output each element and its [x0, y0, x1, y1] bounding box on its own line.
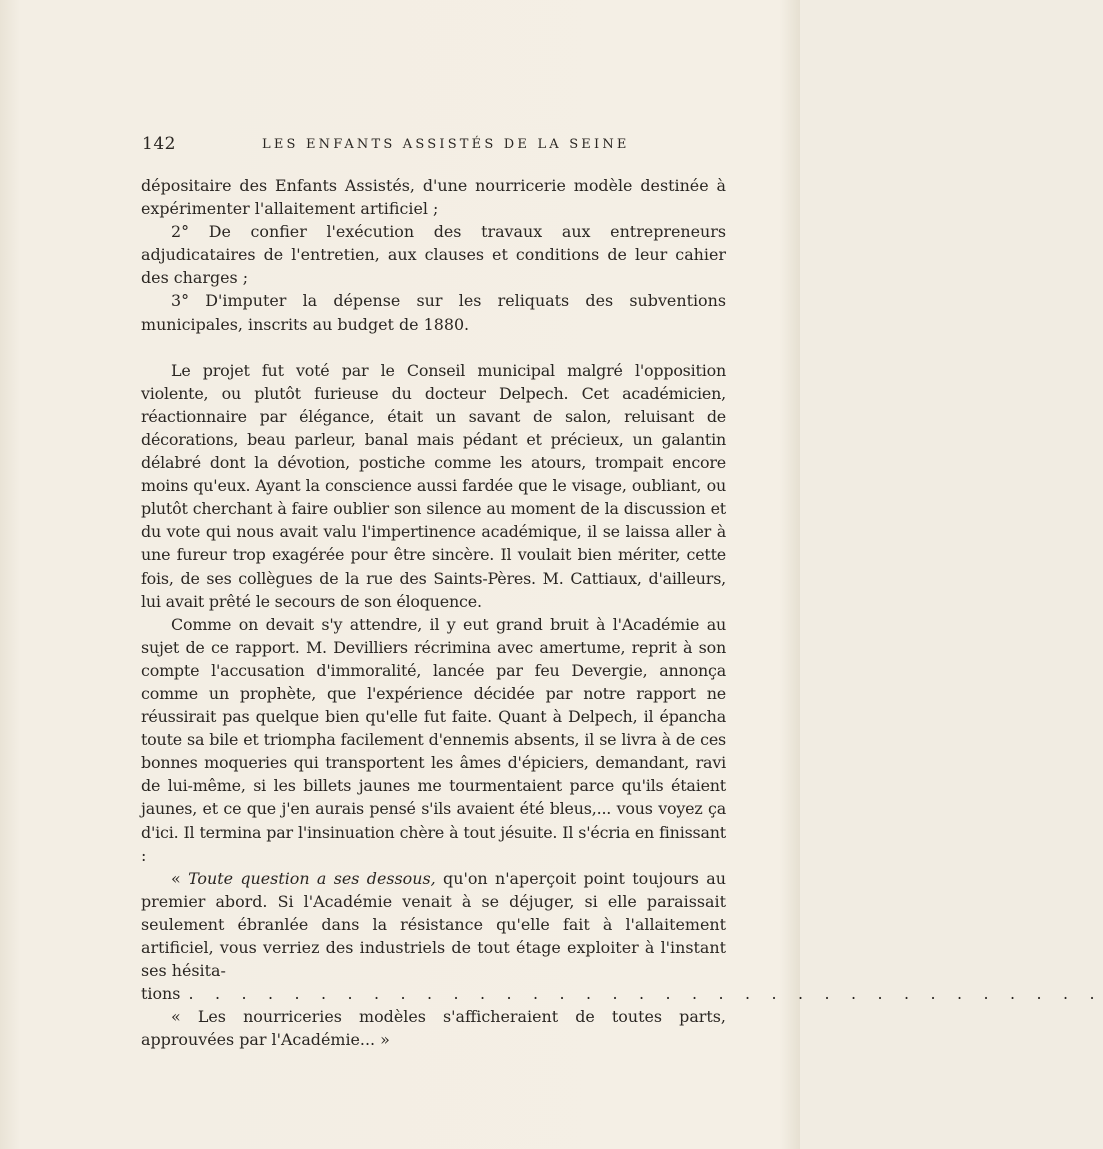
quote-last-word: tions — [141, 984, 181, 1004]
quote-paragraph: « Les nourriceries modèles s'afficheraient de toutes parts, approuvées par l'Académie... » — [141, 1007, 726, 1050]
dot-leader: . . . . . . . . . . . . . . . . . . . . . . . . . . . . . . . . . . . — [188, 984, 1103, 1004]
body-text — [141, 174, 1103, 1051]
quote-last-line — [141, 982, 1103, 1005]
quote-paragraph — [141, 867, 726, 982]
paragraph: 2° De confier l'exécution des travaux aux entrepreneurs adjudicataires de l'entretien, aux clauses et conditions de leur cahier des charges ; — [141, 222, 726, 288]
paragraph: Comme on devait s'y attendre, il y eut grand bruit à l'Académie au sujet de ce rapport. M. Devilliers récrimina avec amertume, reprit à son compte l'accusation d'immoralité, lancée par feu Devergie, annonça comme un prophète, que l'expérience décidée par notre rapport ne réussirait pas quelque bien qu'elle fut faite. Quant à Delpech, il épancha toute sa bile et triompha facilement d'ennemis absents, il se livra à de ces bonnes moqueries qui transportent les âmes d'épiciers, demandant, ravi de lui-même, si les billets jaunes me tourmentaient parce qu'ils étaient jaunes, et ce que j'en aurais pensé s'ils avaient été bleus,... vous voyez ça d'ici. Il termina par l'insinuation chère à tout jésuite. Il s'écria en finissant : — [141, 614, 726, 865]
quote-text: qu'on n'aperçoit point toujours au premier abord. Si l'Académie venait à se déjuger, si elle paraissait seulement ébranlée dans la résistance qu'elle fait à l'allaitement artificiel, vous verriez des industriels de tout étage exploiter à l'instant ses hésita- — [141, 868, 726, 981]
page-header — [142, 134, 726, 158]
quote-open: « — [171, 868, 189, 888]
paragraph: dépositaire des Enfants Assistés, d'une nourricerie modèle destinée à expérimenter l'allaitement artificiel ; — [141, 176, 726, 219]
quote-italic: Toute question a ses dessous, — [188, 868, 436, 888]
paragraph: Le projet fut voté par le Conseil municipal malgré l'opposition violente, ou plutôt furieuse du docteur Delpech. Cet académicien, réactionnaire par élégance, était un savant de salon, reluisant de décorations, beau parleur, banal mais pédant et précieux, un galantin délabré dont la dévotion, postiche comme les atours, trompait encore moins qu'eux. Ayant la conscience aussi fardée que le visage, oubliant, ou plutôt cherchant à faire oublier son silence au moment de la discussion et du vote qui nous avait valu l'impertinence académique, il se laissa aller à une fureur trop exagérée pour être sincère. Il voulait bien mériter, cette fois, de ses collègues de la rue des Saints-Pères. M. Cattiaux, d'ailleurs, lui avait prêté le secours de son éloquence. — [141, 360, 726, 611]
page-number: 142 — [142, 134, 176, 154]
running-title: LES ENFANTS ASSISTÉS DE LA SEINE — [262, 137, 630, 152]
paragraph: 3° D'imputer la dépense sur les reliquats des subventions municipales, inscrits au budget de 1880. — [141, 291, 726, 334]
